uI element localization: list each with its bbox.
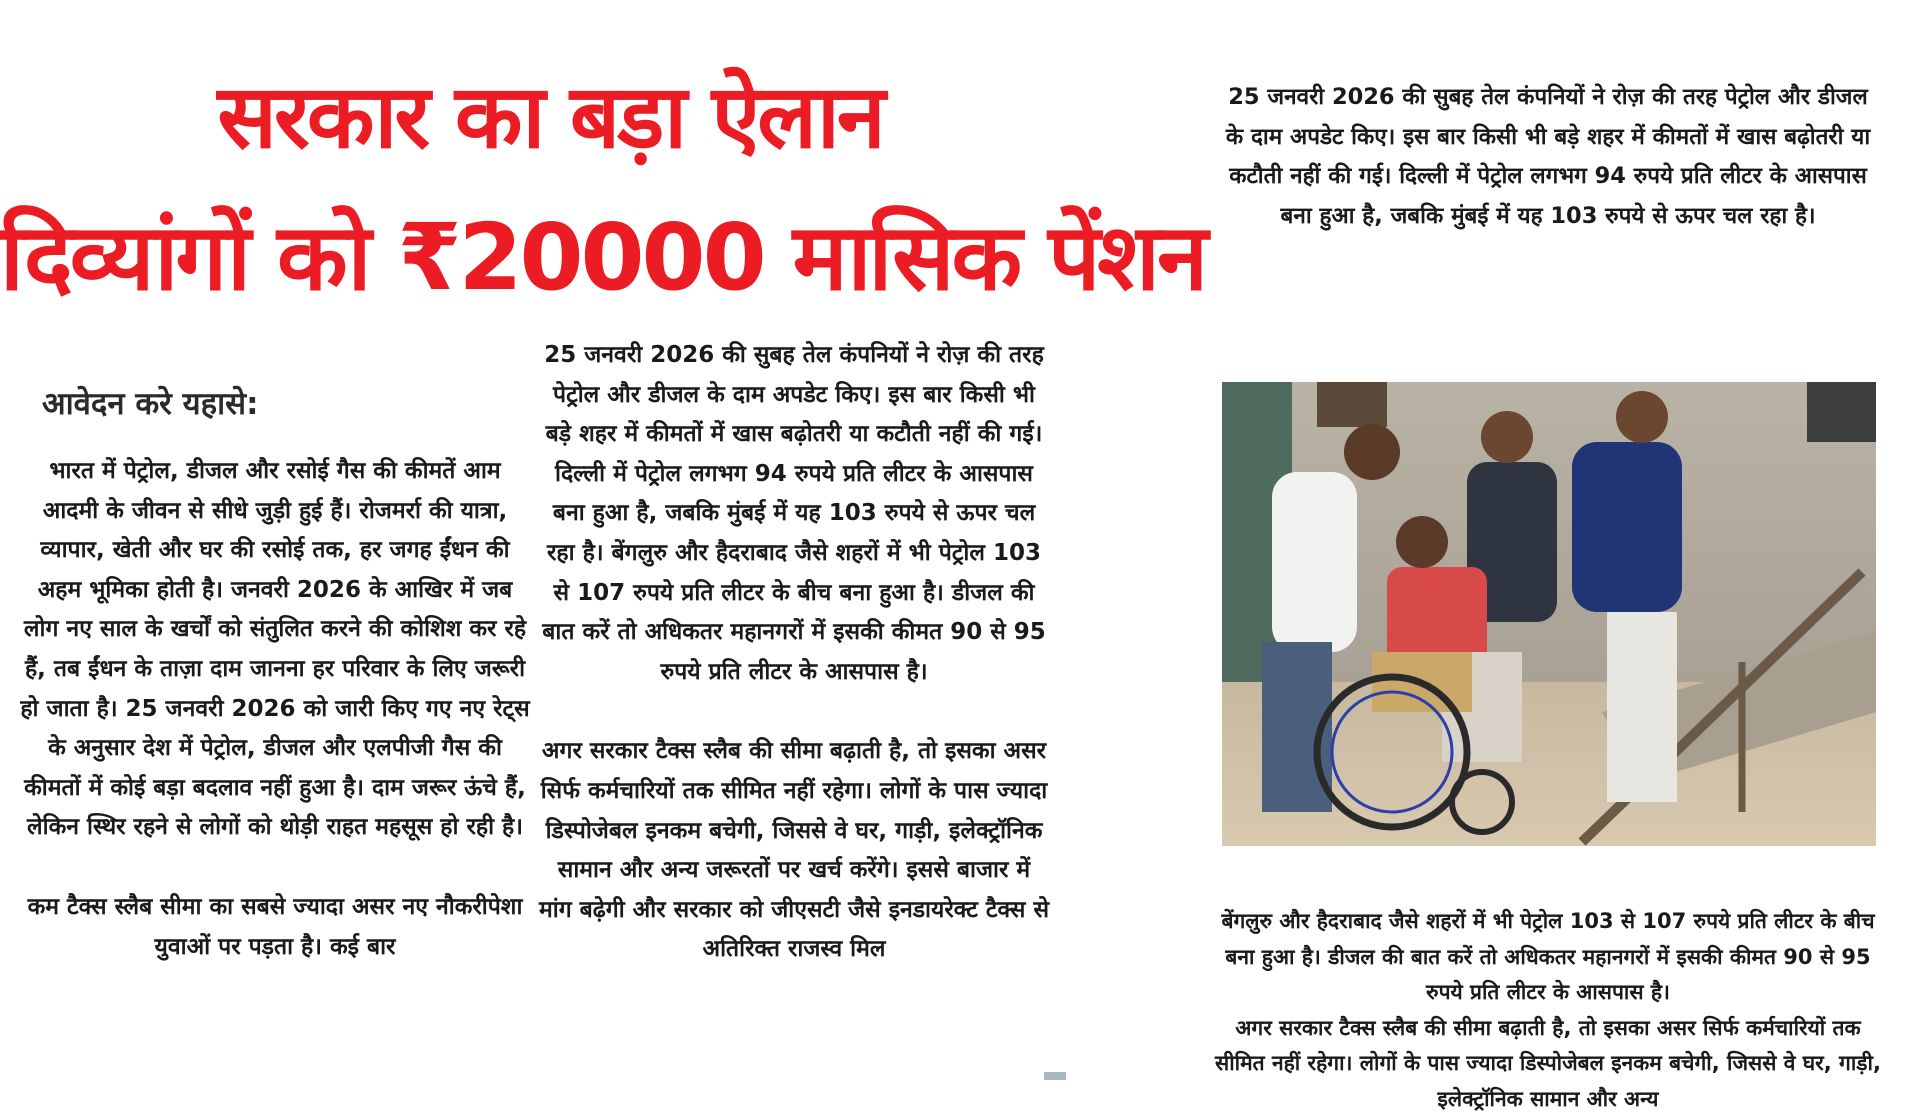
left-column [18, 452, 532, 1080]
right-bottom-paragraph-2: अगर सरकार टैक्स स्लैब की सीमा बढ़ाती है, तो इसका असर सिर्फ कर्मचारियों तक सीमित नहीं रहेगा। लोगों के पास ज्यादा डिस्पोजेबल इनकम बचेगी, जिससे वे घर, गाड़ी, इलेक्ट्रॉनिक सामान और अन्य [1210, 1011, 1886, 1117]
right-top-paragraph: 25 जनवरी 2026 की सुबह तेल कंपनियों ने रोज़ की तरह पेट्रोल और डीजल के दाम अपडेट किए। इस बार किसी भी बड़े शहर में कीमतों में खास बढ़ोतरी या कटौती नहीं की गई। दिल्ली में पेट्रोल लगभग 94 रुपये प्रति लीटर के आसपास बना हुआ है, जबकि मुंबई में यह 103 रुपये से ऊपर चल रहा है। [1216, 78, 1880, 236]
middle-column [538, 336, 1050, 1080]
scroll-marker [1044, 1072, 1066, 1080]
right-bottom-column [1210, 904, 1886, 1080]
headline-line-2: दिव्यांगों को ₹20000 मासिक पेंशन [0, 200, 1100, 315]
apply-here-label[interactable]: आवेदन करे यहासे: [42, 382, 258, 424]
right-bottom-paragraph-1: बेंगलुरु और हैदराबाद जैसे शहरों में भी पेट्रोल 103 से 107 रुपये प्रति लीटर के बीच बना हुआ है। डीजल की बात करें तो अधिकतर महानगरों में इसकी कीमत 90 से 95 रुपये प्रति लीटर के आसपास है। [1210, 904, 1886, 1011]
middle-paragraph-2: अगर सरकार टैक्स स्लैब की सीमा बढ़ाती है, तो इसका असर सिर्फ कर्मचारियों तक सीमित नहीं रहेगा। लोगों के पास ज्यादा डिस्पोजेबल इनकम बचेगी, जिससे वे घर, गाड़ी, इलेक्ट्रॉनिक सामान और अन्य जरूरतों पर खर्च करेंगे। इससे बाजार में मांग बढ़ेगी और सरकार को जीएसटी जैसे इनडायरेक्ट टैक्स से अतिरिक्त राजस्व मिल [538, 732, 1050, 970]
wheelchair-photo [1222, 382, 1876, 846]
headline-line-1: सरकार का बड़ा ऐलान [0, 62, 1100, 172]
left-paragraph-2: कम टैक्स स्लैब सीमा का सबसे ज्यादा असर नए नौकरीपेशा युवाओं पर पड़ता है। कई बार [18, 888, 532, 967]
middle-paragraph-1: 25 जनवरी 2026 की सुबह तेल कंपनियों ने रोज़ की तरह पेट्रोल और डीजल के दाम अपडेट किए। इस बार किसी भी बड़े शहर में कीमतों में खास बढ़ोतरी या कटौती नहीं की गई। दिल्ली में पेट्रोल लगभग 94 रुपये प्रति लीटर के आसपास बना हुआ है, जबकि मुंबई में यह 103 रुपये से ऊपर चल रहा है। बेंगलुरु और हैदराबाद जैसे शहरों में भी पेट्रोल 103 से 107 रुपये प्रति लीटर के बीच बना हुआ है। डीजल की बात करें तो अधिकतर महानगरों में इसकी कीमत 90 से 95 रुपये प्रति लीटर के आसपास है। [538, 336, 1050, 692]
left-paragraph-1: भारत में पेट्रोल, डीजल और रसोई गैस की कीमतें आम आदमी के जीवन से सीधे जुड़ी हुई हैं। रोजमर्रा की यात्रा, व्यापार, खेती और घर की रसोई तक, हर जगह ईंधन की अहम भूमिका होती है। जनवरी 2026 के आखिर में जब लोग नए साल के खर्चों को संतुलित करने की कोशिश कर रहे हैं, तब ईंधन के ताज़ा दाम जानना हर परिवार के लिए जरूरी हो जाता है। 25 जनवरी 2026 को जारी किए गए नए रेट्स के अनुसार देश में पेट्रोल, डीजल और एलपीजी गैस की कीमतों में कोई बड़ा बदलाव नहीं हुआ है। दाम जरूर ऊंचे हैं, लेकिन स्थिर रहने से लोगों को थोड़ी राहत महसूस हो रही है। [18, 452, 532, 848]
